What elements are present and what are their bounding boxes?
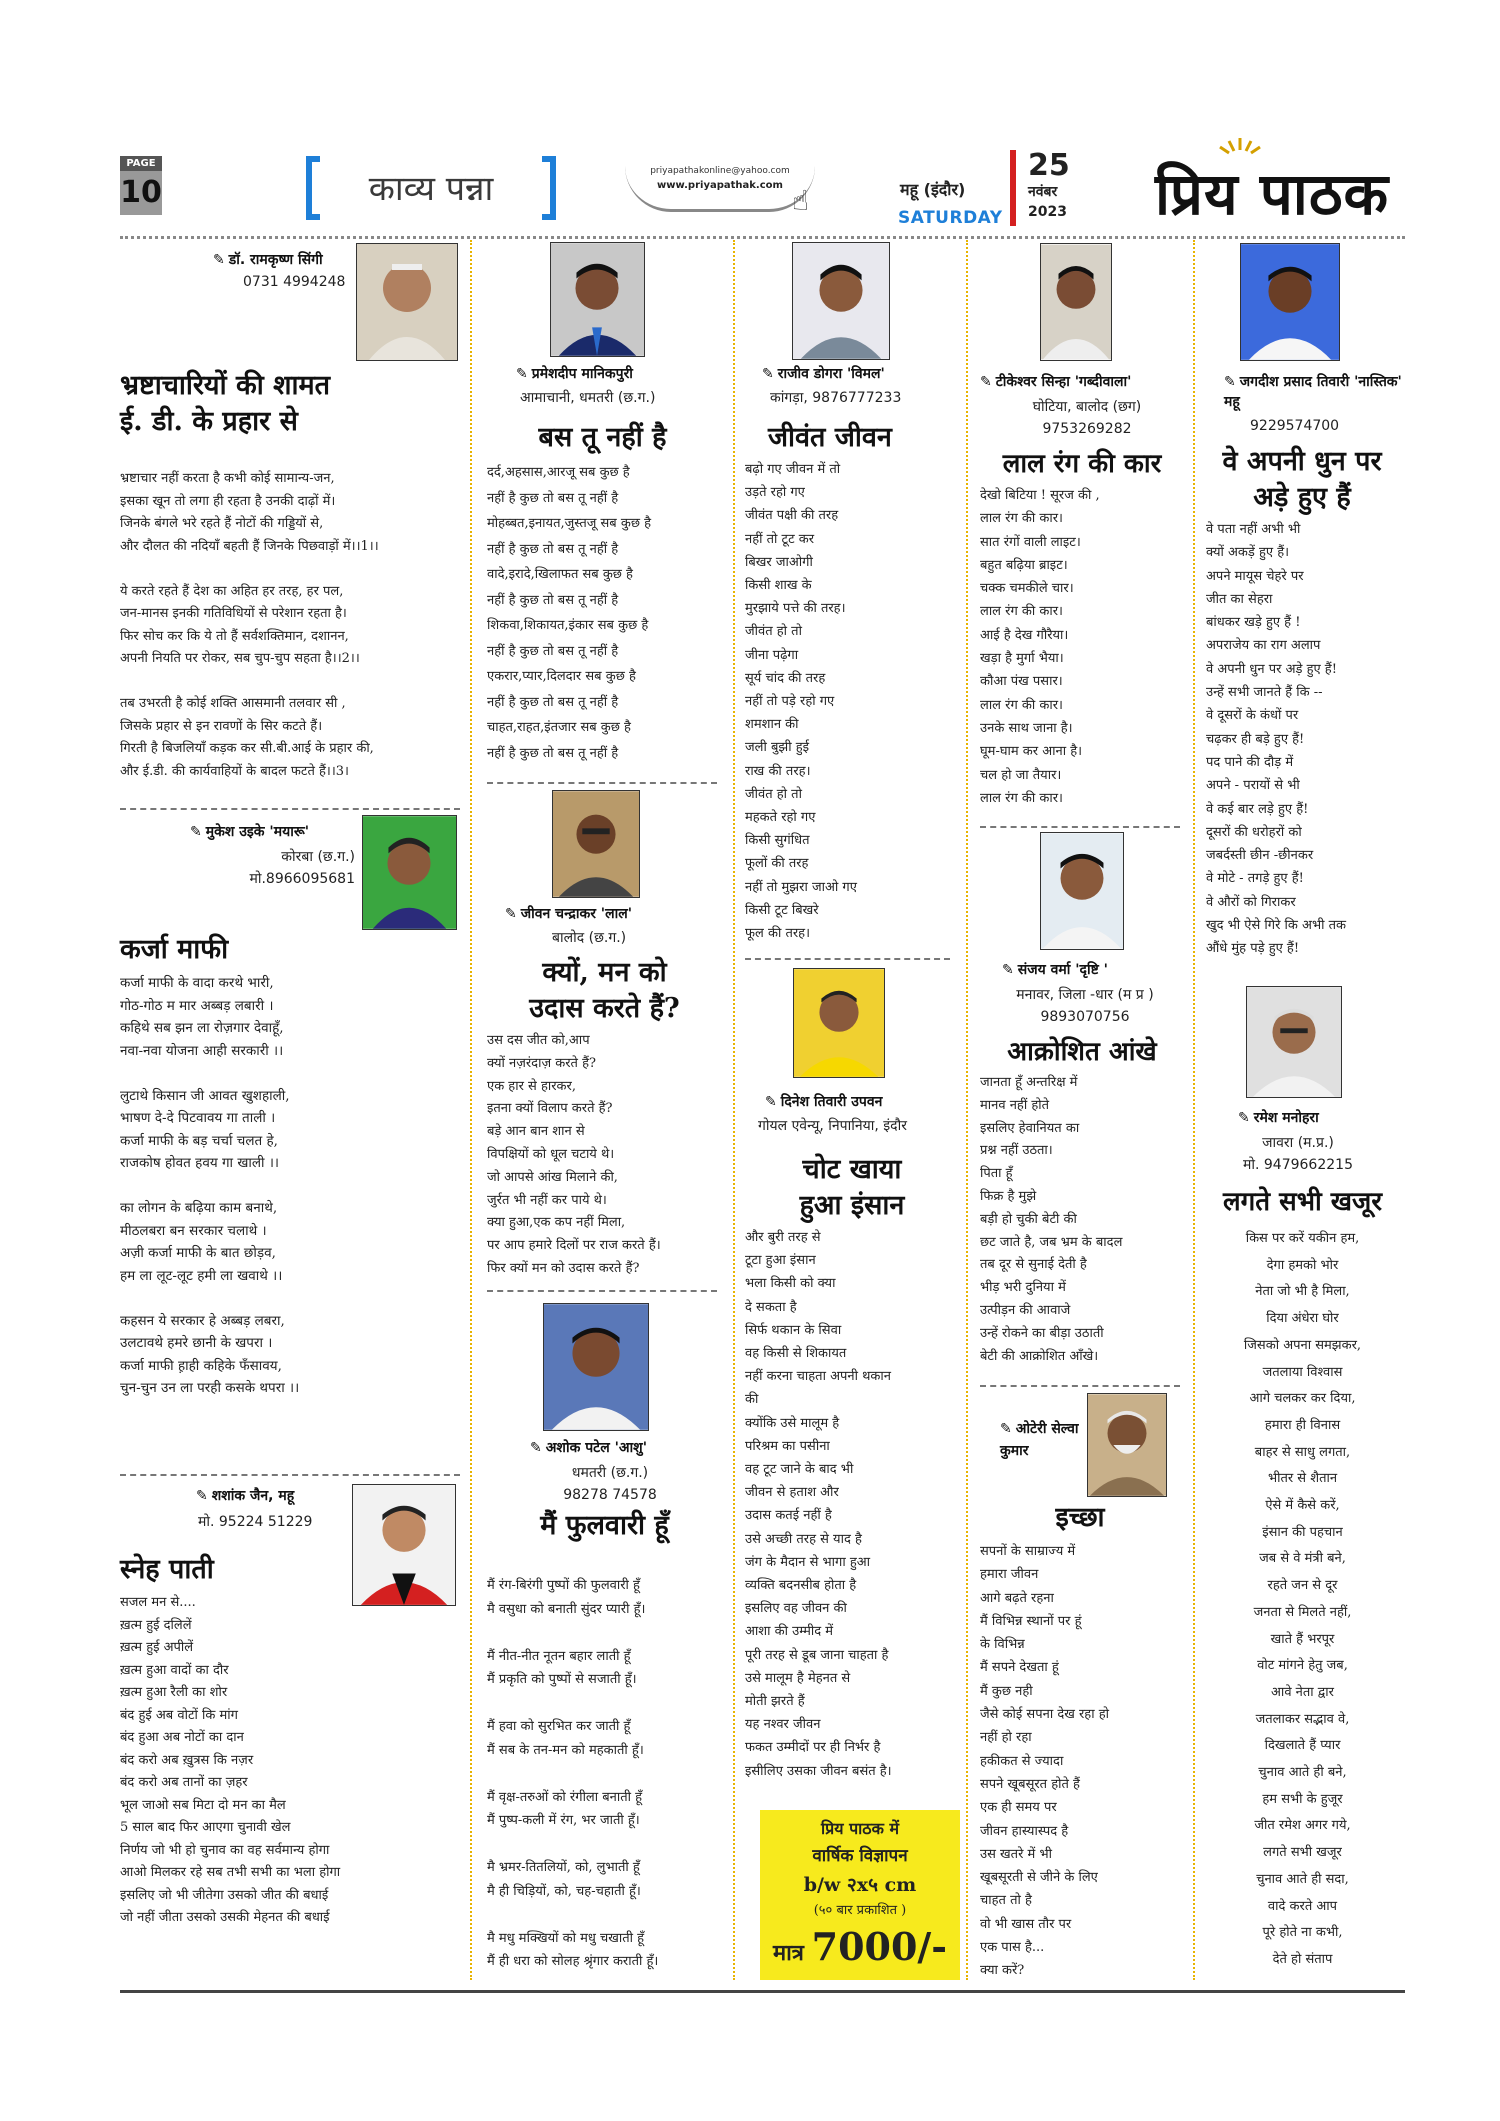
section-separator xyxy=(745,958,950,960)
author-name: ✎ जगदीश प्रसाद तिवारी 'नास्तिक' महू xyxy=(1224,374,1402,410)
ad-line-4: (५० बार प्रकाशित ) xyxy=(813,1903,907,1918)
poem-text: जानता हूँ अन्तरिक्ष में मानव नहीं होते इसलिए हेवानियत का प्रश्न नहीं उठता। पिता हूँ फिक्र है मुझे बड़ी हो चुकी बेटी की छट जाते है, जब भ्रम के बादल तब दूर से सुनाई देती है भीड़ भरी दुनिया में उत्पीड़न की आवाजे उन्हें रोकने का बीड़ा उठाती बेटी की आक्रोशित आँखे। xyxy=(980,1075,1123,1364)
column-rule xyxy=(733,240,735,1980)
poem-title: चोट खाया हुआ इंसान xyxy=(799,1154,905,1221)
author-meta: बालोद (छ.ग.) xyxy=(552,930,627,946)
ad-price: मात्र 7000/- xyxy=(772,1924,948,1969)
section-separator xyxy=(120,1474,460,1476)
poem-title: इच्छा xyxy=(1055,1502,1105,1533)
page-bottom-rule xyxy=(120,1990,1405,1993)
author-meta: 9229574700 xyxy=(1250,418,1340,434)
poem-text: दर्द,अहसास,आरजू सब कुछ है नहीं है कुछ तो बस तू नहीं है मोहब्बत,इनायत,जुस्तजू सब कुछ है नहीं है कुछ तो बस तू नहीं है वादे,इरादे,खिलाफत सब कुछ है नहीं है कुछ तो बस तू नहीं है शिकवा,शिकायत,इंकार सब कुछ है नहीं है कुछ तो बस तू नहीं है एकरार,प्यार,दिलदार सब कुछ है नहीं है कुछ तो बस तू नहीं है चाहत,राहत,इंतजार सब कुछ है नहीं है कुछ तो बस तू नहीं है xyxy=(487,465,651,761)
date-month: नवंबर xyxy=(1028,184,1058,200)
poem-title: बस तू नहीं है xyxy=(538,422,667,453)
author-name: ✎ संजय वर्मा 'दृष्टि ' xyxy=(1002,962,1108,978)
date-day: 25 xyxy=(1028,148,1070,183)
poem-title: मैं फुलवारी हूँ xyxy=(540,1510,669,1541)
poem-title: भ्रष्टाचारियों की शामत ई. डी. के प्रहार से xyxy=(120,370,330,437)
section-separator xyxy=(487,1290,717,1292)
author-photo xyxy=(1040,243,1112,361)
email-text[interactable]: priyapathakonline@yahoo.com xyxy=(650,166,790,176)
author-photo xyxy=(552,790,640,898)
poem-text: देखो बिटिया ! सूरज की , लाल रंग की कार। सात रंगों वाली लाइट। बहुत बढ़िया ब्राइट। चक्क चमकीले चार। लाल रंग की कार। आई है देख गौरैया। खड़ा है मुर्गा भैया। कौआ पंख पसार। लाल रंग की कार। उनके साथ जाना है। घूम-घाम कर आना है। चल हो जा तैयार। लाल रंग की कार। xyxy=(980,488,1100,806)
bracket-right xyxy=(542,156,556,220)
author-photo xyxy=(1246,986,1342,1098)
ad-line-3: b/w २x५ cm xyxy=(803,1874,917,1896)
masthead xyxy=(120,150,1405,236)
poem-title: जीवंत जीवन xyxy=(768,422,892,453)
author-name: ✎ टीकेश्वर सिन्हा 'गब्दीवाला' xyxy=(980,374,1132,390)
poem-text: बढ़ो गए जीवन में तो उड़ते रहो गए जीवंत पक्षी की तरह नहीं तो टूट कर बिखर जाओगी किसी शाख के मुरझाये पत्ते की तरह। जीवंत हो तो जीना पढ़ेगा सूर्य चांद की तरह नहीं तो पड़े रहो गए शमशान की जली बुझी हुई राख की तरह। जीवंत हो तो महकते रहो गए किसी सुगंधित फूलों की तरह नहीं तो मुझरा जाओ गए किसी टूट बिखरे फूल की तरह। xyxy=(745,462,857,942)
ad-line-2: वार्षिक विज्ञापन xyxy=(812,1846,908,1866)
place-text: महू (इंदौर) xyxy=(900,180,966,199)
date-year: 2023 xyxy=(1028,204,1067,220)
author-meta: गोयल एवेन्यू, निपानिया, इंदौर xyxy=(758,1118,907,1134)
author-photo xyxy=(1240,243,1340,361)
author-photo xyxy=(550,242,645,357)
poem-title: वे अपनी धुन पर अड़े हुए हैं xyxy=(1222,446,1382,513)
poem-title: स्नेह पाती xyxy=(120,1554,214,1585)
author-photo xyxy=(1040,832,1124,950)
author-meta: घोटिया, बालोद (छग) 9753269282 xyxy=(1032,399,1142,437)
author-name: ✎ डॉ. रामकृष्ण सिंगी xyxy=(213,252,323,268)
masthead-rule xyxy=(120,236,1405,239)
poem-title: लाल रंग की कार xyxy=(1002,449,1162,479)
author-meta: धमतरी (छ.ग.) 98278 74578 xyxy=(563,1465,657,1503)
poem-text: किस पर करें यकीन हम, देगा हमको भोर नेता जो भी है मिला, दिया अंधेरा घोर जिसको अपना समझकर, जतलाया विश्वास आगे चलकर कर दिया, हमारा ही विनास बाहर से साधु लगता, भीतर से शैतान ऐसे में कैसे करें, इंसान की पहचान जब से वे मंत्री बने, रहते जन से दूर जनता से मिलते नहीं, खाते हैं भरपूर वोट मांगने हेतु जब, आवे नेता द्वार जतलाकर सद्भाव वे, दिखलाते हैं प्यार चुनाव आते ही बने, हम सभी के हुजूर जीत रमेश अगर गये, लगते सभी खजूर चुनाव आते ही सदा, वादे करते आप पूरे होते ना कभी, देते हो संताप xyxy=(1243,1231,1362,1967)
author-meta: 0731 4994248 xyxy=(243,274,346,290)
section-name: काव्य पन्ना xyxy=(368,169,494,209)
author-meta: आमाचानी, धमतरी (छ.ग.) xyxy=(520,390,656,406)
section-separator xyxy=(487,782,717,784)
newspaper-logo: प्रिय पाठक xyxy=(1155,160,1390,228)
poem-title: कर्जा माफी xyxy=(120,934,229,965)
website-url[interactable]: www.priyapathak.com xyxy=(657,180,783,191)
author-photo xyxy=(356,243,458,361)
poem-text: कर्जा माफी के वादा करथे भारी, गोठ-गोठ म मार अब्बड़ लबारी । कहिथे सब झन ला रोज़गार देवाहूँ, नवा-नवा योजना आही सरकारी ।। लुटाथे किसान जी आवत खुशहाली, भाषण दे-दे पिटवावय गा ताली । कर्जा माफी के बड़ चर्चा चलत हे, राजकोष होवत हवय गा खाली ।। का लोगन के बढ़िया काम बनाथे, मीठलबरा बन सरकार चलाथे । अज़ी कर्जा माफी के बात छोड़व, हम ला लूट-लूट हमी ला खवाथे ।। कहसन ये सरकार हे अब्बड़ लबरा, उलटावथे हमरे छानी के खपरा । कर्जा माफी ह़ाही कहिके फँसावय, चुन-चुन उन ला परही कसके थपरा ।। xyxy=(120,975,300,1396)
website-block xyxy=(625,166,815,212)
red-divider xyxy=(1010,150,1016,226)
author-photo xyxy=(792,242,890,360)
author-photo xyxy=(352,1484,456,1606)
column-rule xyxy=(1193,240,1195,1980)
author-photo xyxy=(362,815,457,930)
author-photo xyxy=(543,1303,649,1431)
author-photo xyxy=(1087,1393,1167,1497)
poem-text: मैं रंग-बिरंगी पुष्पों की फुलवारी हूँ मै वसुधा को बनाती सुंदर प्यारी हूँ। मैं नीत-नीत नूतन बहार लाती हूँ मैं प्रकृति को पुष्पों से सजाती हूँ। मैं हवा को सुरभित कर जाती हूँ मैं सब के तन-मन को महकाती हूँ। मैं वृक्ष-तरुओं को रंगीला बनाती हूँ मैं पुष्प-कली में रंग, भर जाती हूँ। मै भ्रमर-तितलियों, को, लुभाती हूँ मै ही चिड़ियों, को, चह-चहाती हूँ। मै मधु मक्खियों को मधु चखाती हूँ मैं ही धरा को सोलह श्रृंगार कराती हूँ। xyxy=(487,1578,659,1969)
day-text: SATURDAY xyxy=(898,208,1003,228)
page-number: 10 xyxy=(120,171,162,215)
author-name: ✎ अशोक पटेल 'आशु' xyxy=(530,1440,647,1456)
author-meta: जावरा (म.प्र.) मो. 9479662215 xyxy=(1243,1135,1353,1173)
author-meta: मो. 95224 51229 xyxy=(198,1514,313,1530)
author-meta: कांगड़ा, 9876777233 xyxy=(770,390,902,406)
author-meta: मनावर, जिला -धार (म प्र ) 9893070756 xyxy=(1016,987,1154,1025)
author-photo xyxy=(793,968,885,1078)
author-name: ✎ जीवन चन्द्राकर 'लाल' xyxy=(505,906,632,922)
author-name: ✎ मुकेश उइके 'मयारू' xyxy=(190,824,309,840)
poem-text: सजल मन से.... ख़त्म हुई दलिलें ख़त्म हुई अपीलें ख़त्म हुआ वादों का दौर ख़त्म हुआ रैली का शोर बंद हुई अब वोटों कि मांग बंद हुआ अब नोटों का दान बंद करो अब ख़ुत्रस कि नज़र बंद करो अब तानों का ज़हर भूल जाओ सब मिटा दो मन का मैल 5 साल बाद फिर आएगा चुनावी खेल निर्णय जो भी हो चुनाव का वह सर्वमान्य होगा आओ मिलकर रहे सब तभी सभी का भला होगा इसलिए जो भी जीतेगा उसको जीत की बधाई जो नहीं जीता उसको उसकी मेहनत की बधाई xyxy=(120,1595,341,1925)
section-separator xyxy=(980,1385,1180,1387)
date-block xyxy=(1028,150,1088,222)
poem-text: उस दस जीत को,आप क्यों नज़रंदाज़ करते हैं? एक हार से हारकर, इतना क्यों विलाप करते हैं? बड़े आन बान शान से विपक्षियों को धूल चटाये थे। जो आपसे आंख मिलाने की, जुर्रत भी नहीं कर पाये थे। क्या हुआ,एक कप नहीं मिला, पर आप हमारे दिलों पर राज करते हैं। फिर क्यों मन को उदास करते हैं? xyxy=(487,1033,661,1276)
author-name: ✎ ओटेरी सेल्वा कुमार xyxy=(1000,1421,1079,1459)
section-separator xyxy=(980,826,1180,828)
author-meta: कोरबा (छ.ग.) मो.8966095681 xyxy=(249,849,355,887)
ad-line-1: प्रिय पाठक में xyxy=(820,1819,900,1838)
page-number-badge xyxy=(120,156,162,226)
author-name: ✎ शशांक जैन, महू xyxy=(196,1488,295,1504)
poem-title: क्यों, मन को उदास करते हैं? xyxy=(529,957,680,1024)
poem-title: आक्रोशित आंखे xyxy=(1007,1037,1157,1067)
poem-title: लगते सभी खजूर xyxy=(1223,1187,1382,1217)
author-name: ✎ राजीव डोगरा 'विमल' xyxy=(762,366,885,382)
page-label: PAGE xyxy=(120,156,162,171)
author-name: ✎ प्रमेशदीप मानिकपुरी xyxy=(516,366,633,382)
pointing-hand-icon: ☝ xyxy=(792,184,810,217)
author-name: ✎ दिनेश तिवारी उपवन xyxy=(765,1094,883,1110)
poem-text: वे पता नहीं अभी भी क्यों अकड़ें हुए हैं। अपने मायूस चेहरे पर जीत का सेहरा बांधकर खड़े हुए हैं ! अपराजेय का राग अलाप वे अपनी धुन पर अड़े हुए हैं! उन्हें सभी जानते हैं कि -- वे दूसरों के कंधों पर चढ़कर ही बड़े हुए हैं! पद पाने की दौड़ में अपने - परायों से भी वे कई बार लड़े हुए हैं! दूसरों की धरोहरों को जबर्दस्ती छीन -छीनकर वे मोटे - तगड़े हुए हैं! वे औरों को गिराकर खुद भी ऐसे गिरे कि अभी तक औंधे मुंह पड़े हुए हैं! xyxy=(1206,522,1347,957)
bracket-left xyxy=(306,156,320,220)
poem-text: सपनों के साम्राज्य में हमारा जीवन आगे बढ़ते रहना मैं विभिन्न स्थानों पर हूं के विभिन्न मैं सपने देखता हूं मैं कुछ नही जैसे कोई सपना देख रहा हो नहीं हो रहा हकीकत से ज्यादा सपने खूबसूरत होते हैं एक ही समय पर जीवन हास्यास्पद है उस खतरे में भी खूबसूरती से जीने के लिए चाहत तो है वो भी खास तौर पर एक पास है... क्या करें? xyxy=(980,1544,1109,1979)
poem-text: और बुरी तरह से टूटा हुआ इंसान भला किसी को क्या दे सकता है सिर्फ थकान के सिवा वह किसी से शिकायत नहीं करना चाहता अपनी थकान की क्योंकि उसे मालूम है परिश्रम का पसीना वह टूट जाने के बाद भी जीवन से हताश और उदास कतई नहीं है उसे अच्छी तरह से याद है जंग के मैदान से भागा हुआ व्यक्ति बदनसीब होता है इसलिए वह जीवन की आशा की उम्मीद में पूरी तरह से डूब जाना चाहता है उसे मालूम है मेहनत से मोती झरते हैं यह नश्वर जीवन फकत उम्मीदों पर ही निर्भर है इसीलिए उसका जीवन बसंत है। xyxy=(745,1230,892,1779)
author-name: ✎ रमेश मनोहरा xyxy=(1238,1110,1319,1126)
advertisement-box xyxy=(760,1810,960,1980)
poem-text: भ्रष्टाचार नहीं करता है कभी कोई सामान्य-जन, इसका खून तो लगा ही रहता है उनकी दाढ़ों में। जिनके बंगले भरे रहते हैं नोटों की गड्डियों से, और दौलत की नदियाँ बहती हैं जिनके पिछवाड़ों में।।1।। ये करते रहते हैं देश का अहित हर तरह, हर पल, जन-मानस इनकी गतिविधियों से परेशान रहता है। फिर सोच कर कि ये तो हैं सर्वशक्तिमान, दशानन, अपनी नियति पर रोकर, सब चुप-चुप सहता है।।2।। तब उभरती है कोई शक्ति आसमानी तलवार सी , जिसके प्रहार से इन रावणों के सिर कटते हैं। गिरती है बिजलियाँ कड़क कर सी.बी.आई के प्रहार की, और ई.डी. की कार्यवाहियों के बादल फटते हैं।।3। xyxy=(120,471,379,779)
section-separator xyxy=(120,808,460,810)
section-title xyxy=(306,156,556,218)
